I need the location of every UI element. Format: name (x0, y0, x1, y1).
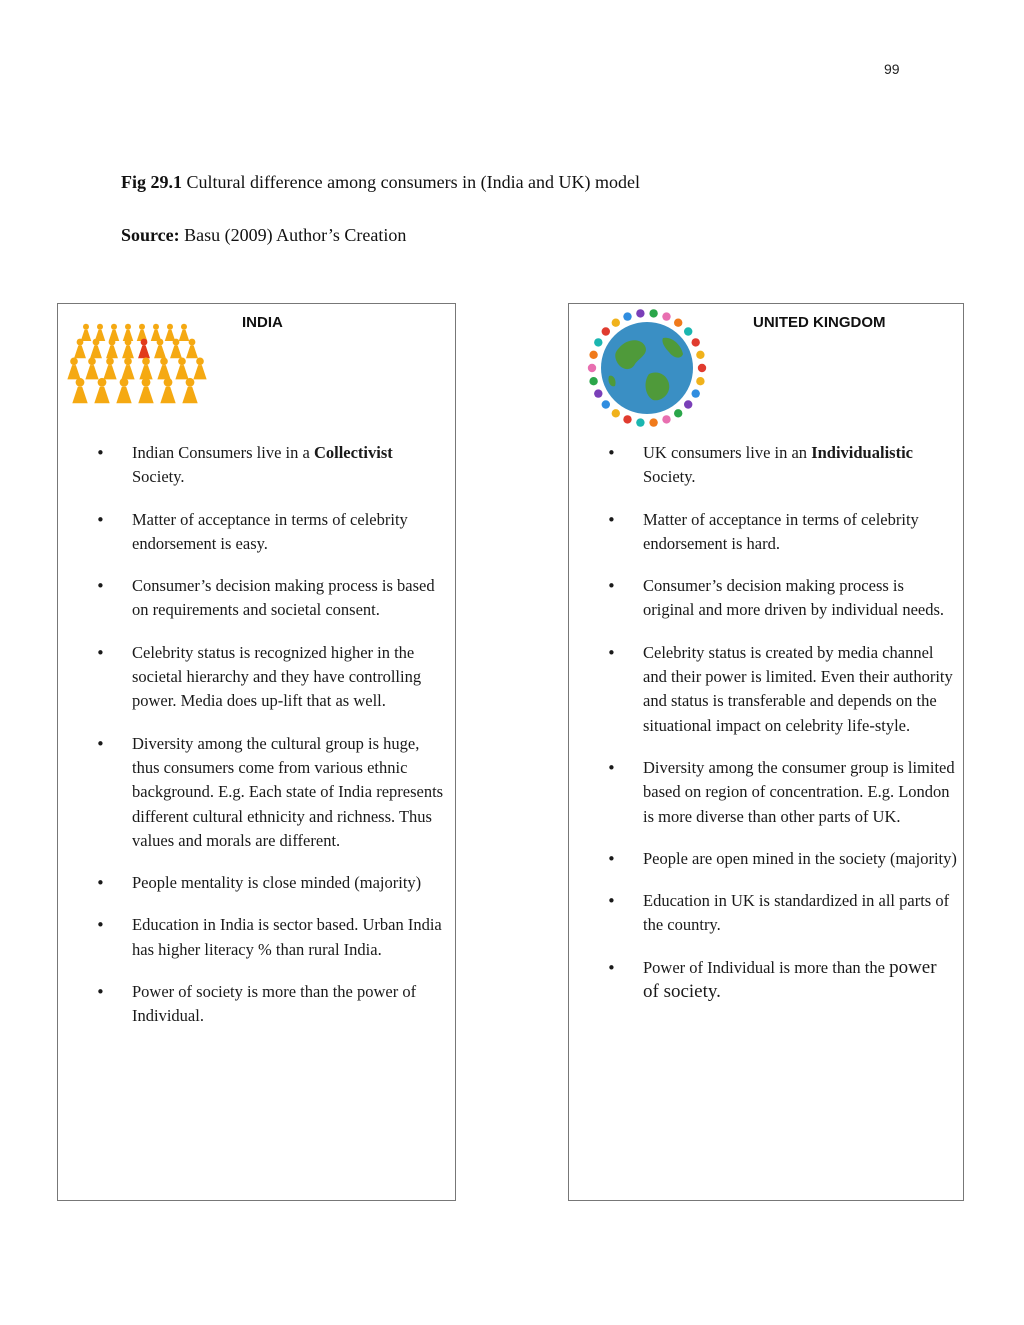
list-item (607, 441, 957, 490)
ring-person (589, 351, 597, 359)
figure-head (109, 339, 116, 346)
figure-label: Fig 29.1 (121, 172, 182, 192)
figure-head (88, 358, 96, 366)
point-text: Consumer’s decision making process is based on requirements and societal consent. (132, 576, 435, 620)
figure-head (186, 378, 195, 387)
ring-person (594, 338, 602, 346)
india-panel (57, 303, 456, 1201)
point-emphasis: Individualistic (811, 443, 913, 462)
ring-person (684, 400, 692, 408)
figure-body (67, 365, 80, 379)
figure-head (106, 358, 114, 366)
figure-head (76, 378, 85, 387)
list-item (96, 871, 446, 895)
point-text: Power of Individual is more than the (643, 957, 890, 977)
list-item (96, 574, 446, 623)
uk-panel (568, 303, 964, 1201)
ring-person (674, 319, 682, 327)
list-item (607, 847, 957, 871)
figure-body (138, 345, 150, 358)
list-item (607, 956, 957, 1005)
ring-person (692, 338, 700, 346)
figure-body (182, 387, 197, 404)
list-item (607, 641, 957, 738)
ring-person (692, 389, 700, 397)
point-text-end: Society. (643, 467, 696, 487)
bullet-icon: • (96, 734, 105, 753)
figure-body (186, 345, 198, 358)
figure-head (125, 324, 131, 330)
ring-person (594, 389, 602, 397)
figure-body (103, 365, 116, 379)
figure-body (90, 345, 102, 358)
bullet-icon: • (96, 444, 105, 462)
source-text: Basu (2009) Author’s Creation (179, 225, 407, 245)
list-item (96, 732, 446, 853)
bullet-icon: • (96, 577, 105, 596)
bullet-icon: • (607, 958, 616, 977)
list-item (607, 574, 957, 623)
figure-head (124, 358, 132, 366)
point-text: Consumer’s decision making process is original and more driven by individual needs. (643, 576, 945, 620)
uk-panel-title: UNITED KINGDOM (753, 314, 886, 331)
figure-head (111, 324, 117, 330)
figure-body (74, 345, 86, 358)
bullet-icon: • (607, 577, 616, 596)
figure-body (179, 330, 190, 341)
point-text-tail: power of society. (643, 956, 937, 1003)
ring-person (696, 377, 704, 385)
figure-body (72, 387, 87, 404)
ring-person (649, 418, 657, 426)
figure-head (93, 339, 100, 346)
list-item (607, 889, 957, 938)
ring-person (623, 312, 631, 320)
figure-body (85, 365, 98, 379)
figure-body (154, 345, 166, 358)
figure-body (175, 365, 188, 379)
point-text: UK consumers live in an (643, 443, 812, 462)
figure-body (106, 345, 118, 358)
ring-person (588, 364, 596, 372)
bullet-icon: • (96, 510, 105, 529)
figure-head (142, 358, 150, 366)
figure-body (170, 345, 182, 358)
figure-head (70, 358, 78, 366)
figure-head (189, 339, 196, 346)
ring-person (698, 364, 706, 372)
figure-head (97, 324, 103, 330)
figure-body (165, 330, 176, 341)
figure-body (157, 365, 170, 379)
bullet-icon: • (96, 643, 105, 662)
figure-body (94, 387, 109, 404)
figure-head (181, 324, 187, 330)
bullet-icon: • (607, 892, 616, 911)
figure-body (81, 330, 92, 341)
figure-head (98, 378, 107, 387)
ring-person (636, 418, 644, 426)
figure-body (116, 387, 131, 404)
ring-person (649, 309, 657, 317)
figure-head (83, 324, 89, 330)
figure-head (178, 358, 186, 366)
list-item (96, 641, 446, 714)
ring-person (674, 409, 682, 417)
figure-body (122, 345, 134, 358)
point-text: Diversity among the cultural group is huge, thus consumers come from various ethnic background. E.g. Each state of India represents different cultural ethnicity and richness. Thus values and morals are different. (132, 733, 444, 850)
point-text: Power of society is more than the power of Individual. (132, 982, 417, 1026)
ring-person (696, 351, 704, 359)
ring-person (612, 319, 620, 327)
ring-person (662, 415, 670, 423)
bullet-icon: • (607, 444, 616, 462)
point-text: People mentality is close minded (majority) (132, 873, 422, 893)
figure-head (153, 324, 159, 330)
figure-head (173, 339, 180, 346)
bullet-icon: • (607, 510, 616, 529)
figure-head (142, 378, 151, 387)
source-caption (121, 225, 406, 246)
figure-caption (121, 172, 640, 193)
bullet-icon: • (96, 874, 105, 893)
ring-person (623, 415, 631, 423)
point-text: Indian Consumers live in a (132, 443, 314, 462)
figure-head (196, 358, 204, 366)
page-number: 99 (884, 61, 900, 77)
point-text: Diversity among the consumer group is limited based on region of concentration. E.g. London is more diverse than other parts of UK. (643, 757, 955, 826)
india-panel-title: INDIA (242, 314, 283, 331)
bullet-icon: • (607, 643, 616, 662)
crowd-of-yellow-figures-icon (66, 318, 221, 410)
ring-person (636, 309, 644, 317)
ring-person (662, 312, 670, 320)
point-text: People are open mined in the society (majority) (643, 848, 957, 868)
point-text: Education in India is sector based. Urban India has higher literacy % than rural India. (132, 915, 442, 959)
figure-head (120, 378, 129, 387)
uk-points-list (607, 441, 957, 1022)
bullet-icon: • (96, 983, 105, 1002)
figure-body (139, 365, 152, 379)
bullet-icon: • (607, 849, 616, 868)
ring-person (612, 409, 620, 417)
figure-head (77, 339, 84, 346)
ring-person (602, 327, 610, 335)
point-text: Celebrity status is recognized higher in the societal hierarchy and they have controlling power. Media does up-lift that as well. (132, 642, 422, 711)
ring-person (684, 327, 692, 335)
bullet-icon: • (607, 758, 616, 777)
list-item (96, 508, 446, 557)
source-label: Source: (121, 225, 180, 245)
list-item (96, 441, 446, 490)
figure-head (139, 324, 145, 330)
bullet-icon: • (96, 916, 105, 935)
figure-body (138, 387, 153, 404)
ring-person (589, 377, 597, 385)
point-text: Matter of acceptance in terms of celebrity endorsement is easy. (132, 509, 408, 553)
ring-person (602, 400, 610, 408)
list-item (96, 980, 446, 1029)
figure-head (125, 339, 132, 346)
figure-head (167, 324, 173, 330)
point-text: Education in UK is standardized in all parts of the country. (643, 891, 950, 935)
point-text: Matter of acceptance in terms of celebrity endorsement is hard. (643, 509, 919, 553)
figure-head (160, 358, 168, 366)
point-text-end: Society. (132, 467, 185, 487)
globe-with-people-ring-icon (585, 304, 709, 428)
figure-caption-text: Cultural difference among consumers in (India and UK) model (182, 172, 641, 192)
figure-body (160, 387, 175, 404)
list-item (607, 508, 957, 557)
india-points-list (96, 441, 446, 1047)
figure-body (193, 365, 206, 379)
figure-head (157, 339, 164, 346)
list-item (96, 913, 446, 962)
figure-head (164, 378, 173, 387)
point-text: Celebrity status is created by media channel and their power is limited. Even their authority and status is transferable and depends on the situational impact on celebrity life-style. (643, 642, 953, 735)
figure-body (121, 365, 134, 379)
point-emphasis: Collectivist (313, 443, 393, 462)
list-item (607, 756, 957, 829)
figure-head (141, 339, 148, 346)
